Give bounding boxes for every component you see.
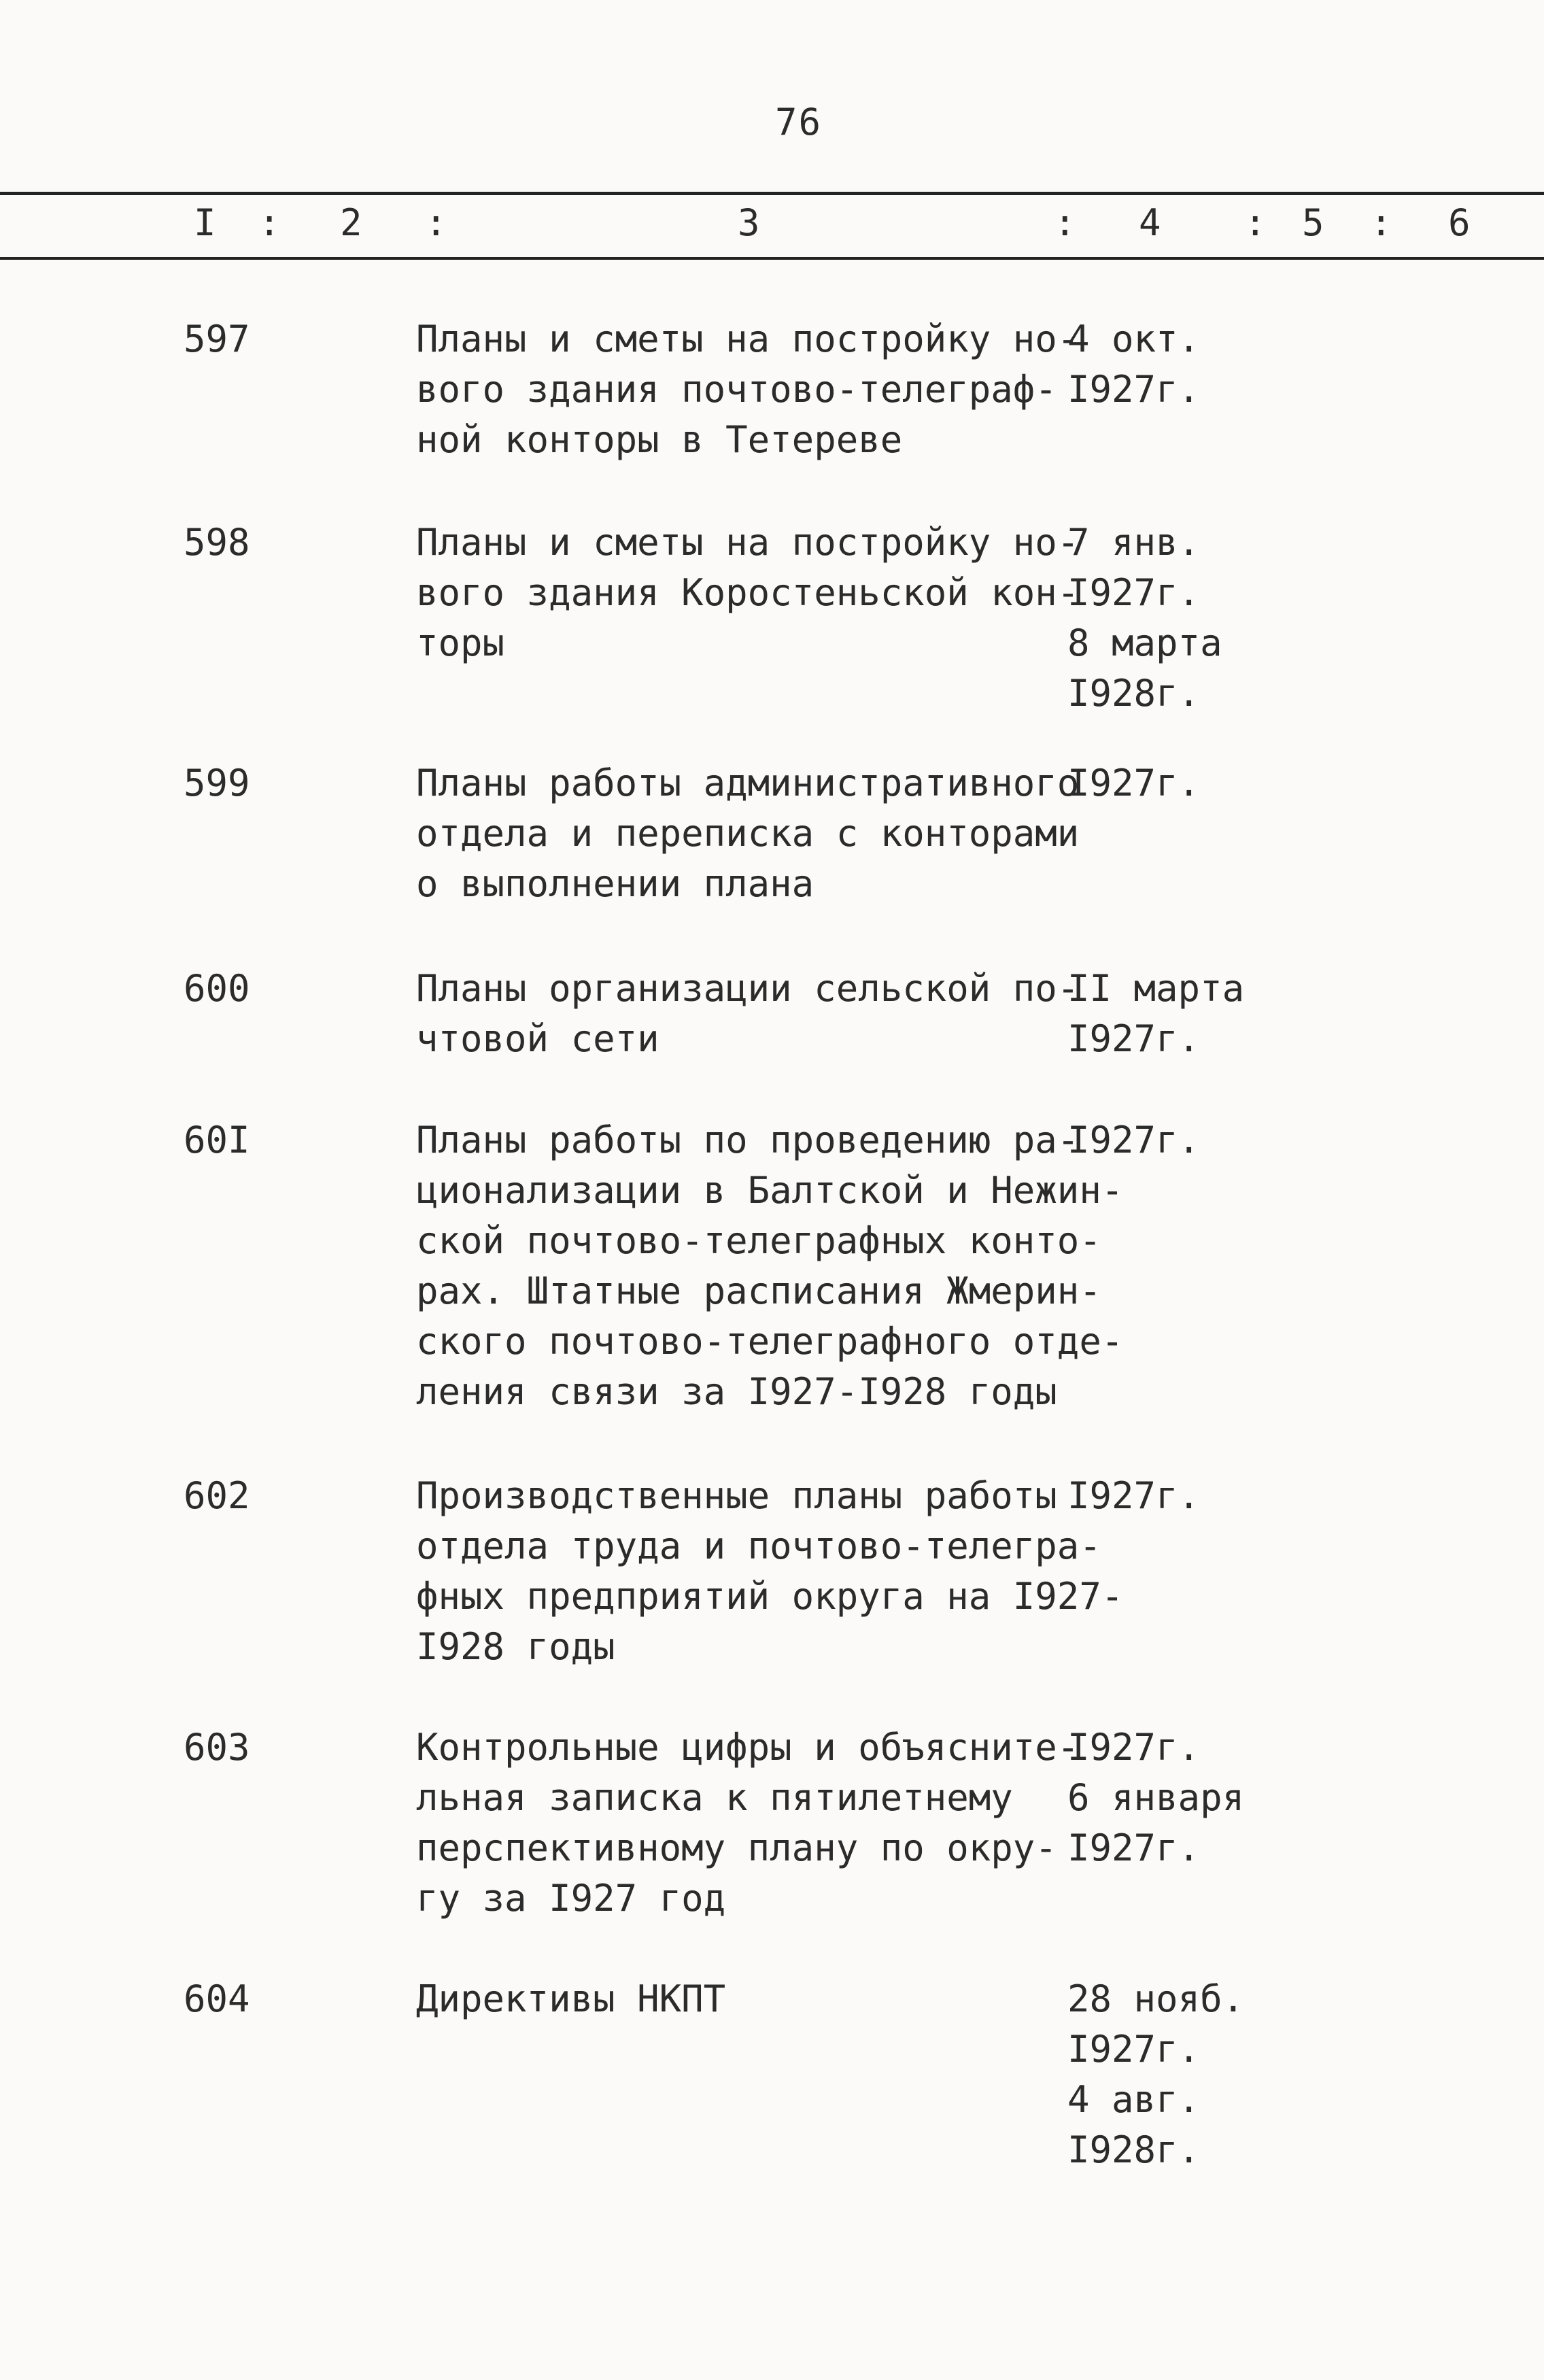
entry-title-line: гу за I927 год bbox=[416, 1877, 726, 1920]
entry-title-line: перспективному плану по окру- bbox=[416, 1826, 1057, 1869]
entry-title bbox=[416, 758, 1080, 909]
entry-date-line: 28 нояб. bbox=[1067, 1977, 1245, 2020]
entry-title-line: вого здания почтово-телеграф- bbox=[416, 368, 1057, 411]
entry-title-line: Планы работы по проведению ра- bbox=[416, 1119, 1080, 1161]
entry-title bbox=[416, 1974, 1069, 2024]
entry-date-line: 4 окт. bbox=[1067, 318, 1201, 360]
entry-date-line: II марта bbox=[1067, 967, 1245, 1010]
entry-title bbox=[416, 1115, 1124, 1417]
entry-dates bbox=[1067, 1471, 1326, 1521]
entry-title bbox=[416, 314, 1080, 465]
entry-number: 598 bbox=[184, 521, 250, 564]
entry-title-line: Планы работы административного bbox=[416, 762, 1080, 804]
entry-date-line: I928г. bbox=[1067, 672, 1201, 715]
entry-title-line: фных предприятий округа на I927- bbox=[416, 1575, 1124, 1618]
column-header-1: I bbox=[194, 201, 216, 244]
entry-number: 597 bbox=[184, 318, 250, 360]
entry-title-line: отдела труда и почтово-телегра- bbox=[416, 1525, 1101, 1567]
entry-dates bbox=[1067, 964, 1326, 1064]
column-separator: : bbox=[1054, 201, 1076, 244]
entry-title-line: Планы организации сельской по- bbox=[416, 967, 1080, 1010]
column-header-4: 4 bbox=[1139, 201, 1161, 244]
header-top-rule bbox=[0, 192, 1544, 195]
entry-date-line: I927г. bbox=[1067, 368, 1201, 411]
page-number: 76 bbox=[775, 101, 823, 143]
entry-date-line: 7 янв. bbox=[1067, 521, 1201, 564]
entry-title-line: Планы и сметы на постройку но- bbox=[416, 318, 1080, 360]
entry-title bbox=[416, 1722, 1080, 1924]
entry-title-line: чтовой сети bbox=[416, 1017, 659, 1060]
entry-number: 604 bbox=[184, 1977, 250, 2020]
entry-title-line: Планы и сметы на постройку но- bbox=[416, 521, 1080, 564]
entry-date-line: I927г. bbox=[1067, 1826, 1201, 1869]
entry-title-line: льная записка к пятилетнему bbox=[416, 1776, 1013, 1819]
column-separator: : bbox=[425, 201, 447, 244]
entry-date-line: I927г. bbox=[1067, 2028, 1201, 2071]
entry-dates bbox=[1067, 758, 1326, 809]
column-separator: : bbox=[1370, 201, 1392, 244]
entry-title-line: Производственные планы работы bbox=[416, 1474, 1057, 1517]
column-header-3: 3 bbox=[738, 201, 760, 244]
entry-date-line: I928г. bbox=[1067, 2128, 1201, 2171]
entry-number: 603 bbox=[184, 1726, 250, 1769]
entry-title-line: отдела и переписка с конторами bbox=[416, 812, 1080, 855]
entry-date-line: I927г. bbox=[1067, 1474, 1201, 1517]
entry-title-line: рах. Штатные расписания Жмерин- bbox=[416, 1270, 1101, 1312]
column-header-2: 2 bbox=[340, 201, 362, 244]
entry-date-line: I927г. bbox=[1067, 762, 1201, 804]
column-separator: : bbox=[1244, 201, 1267, 244]
column-separator: : bbox=[258, 201, 281, 244]
entry-number: 602 bbox=[184, 1474, 250, 1517]
entry-date-line: 6 января bbox=[1067, 1776, 1245, 1819]
entry-number: 600 bbox=[184, 967, 250, 1010]
entry-dates bbox=[1067, 314, 1326, 415]
entry-date-line: I927г. bbox=[1067, 1017, 1201, 1060]
entry-title-line: ной конторы в Тетереве bbox=[416, 418, 903, 461]
entry-title-line: ления связи за I927-I928 годы bbox=[416, 1370, 1057, 1413]
column-header-6: 6 bbox=[1448, 201, 1471, 244]
header-bottom-rule bbox=[0, 257, 1544, 260]
entry-dates bbox=[1067, 1974, 1326, 2175]
entry-date-line: 4 авг. bbox=[1067, 2078, 1201, 2121]
entry-title-line: Директивы НКПТ bbox=[416, 1977, 726, 2020]
entry-date-line: I927г. bbox=[1067, 571, 1201, 614]
entry-title-line: торы bbox=[416, 622, 505, 664]
entry-date-line: I927г. bbox=[1067, 1726, 1201, 1769]
entry-title-line: вого здания Коростеньской кон- bbox=[416, 571, 1080, 614]
entry-dates bbox=[1067, 1115, 1326, 1166]
entry-title-line: Контрольные цифры и объясните- bbox=[416, 1726, 1080, 1769]
entry-title-line: I928 годы bbox=[416, 1625, 615, 1668]
column-header-5: 5 bbox=[1302, 201, 1324, 244]
entry-title bbox=[416, 517, 1080, 668]
entry-title-line: ской почтово-телеграфных конто- bbox=[416, 1219, 1101, 1262]
entry-date-line: 8 марта bbox=[1067, 622, 1222, 664]
entry-title bbox=[416, 1471, 1124, 1672]
entry-date-line: I927г. bbox=[1067, 1119, 1201, 1161]
entry-title bbox=[416, 964, 1080, 1064]
entry-number: 599 bbox=[184, 762, 250, 804]
entry-number: 60I bbox=[184, 1119, 250, 1161]
entry-title-line: ского почтово-телеграфного отде- bbox=[416, 1320, 1124, 1363]
entry-dates bbox=[1067, 1722, 1326, 1873]
entry-title-line: о выполнении плана bbox=[416, 862, 814, 905]
entry-dates bbox=[1067, 517, 1326, 719]
entry-title-line: ционализации в Балтской и Нежин- bbox=[416, 1169, 1124, 1212]
